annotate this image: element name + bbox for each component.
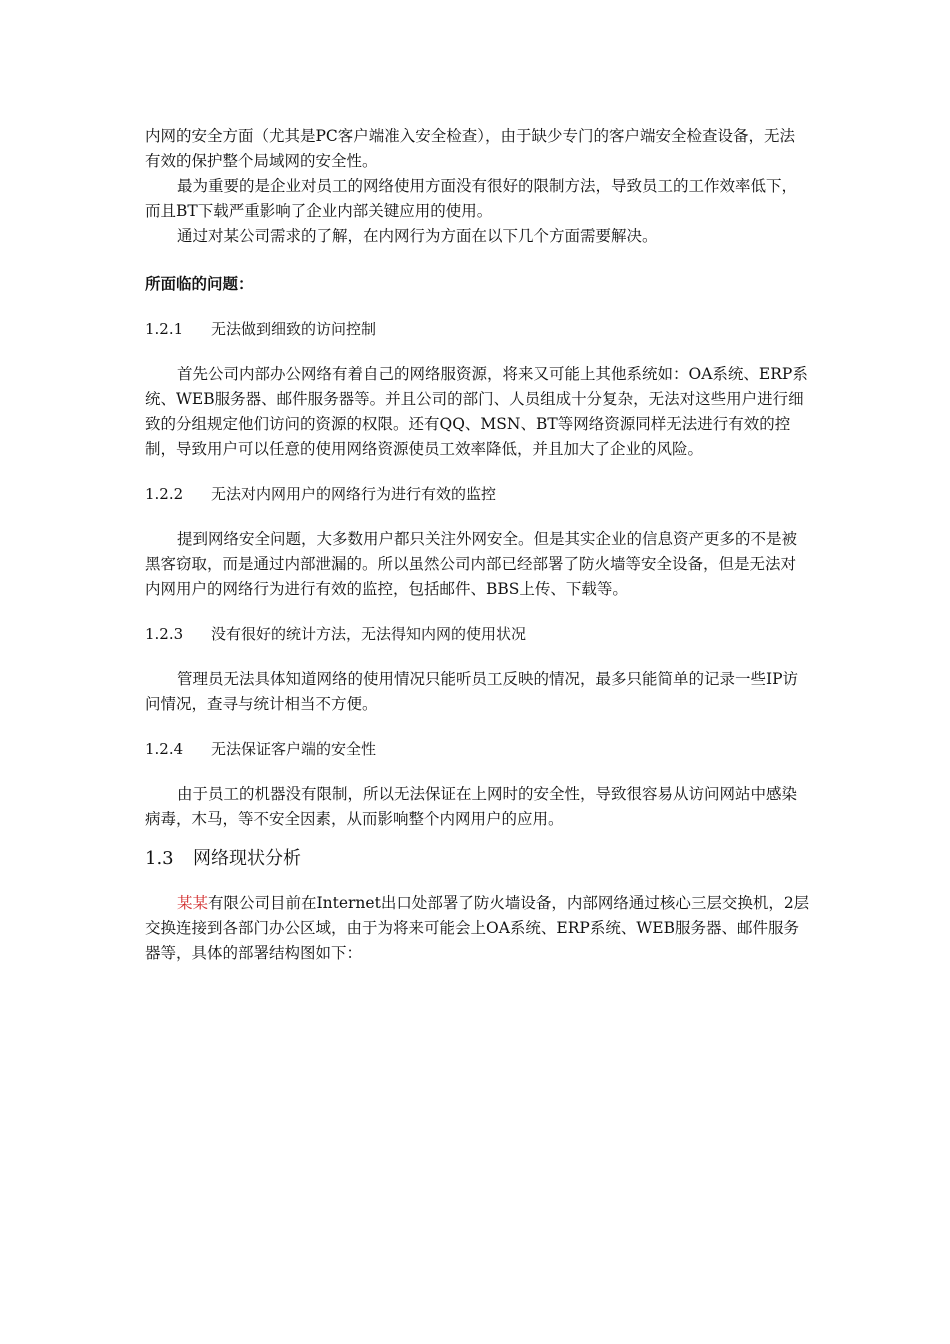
section-number: 1.2.3 (145, 625, 184, 643)
section-body-1-3 (145, 891, 810, 966)
section-number: 1.2.4 (145, 740, 184, 758)
company-name-highlight: 某某 (177, 894, 209, 912)
intro-paragraph-1: 内网的安全方面（尤其是PC客户端准入安全检查），由于缺少专门的客户端安全检查设备，无法有效的保护整个局域网的安全性。 (145, 127, 796, 170)
section-title: 无法做到细致的访问控制 (211, 320, 377, 338)
section-title: 没有很好的统计方法，无法得知内网的使用状况 (211, 625, 527, 643)
section-number: 1.2.2 (145, 485, 184, 503)
section-heading-1-2-3 (145, 622, 810, 647)
section-heading-1-2-2 (145, 482, 810, 507)
section-heading-1-3 (145, 846, 810, 871)
section-title: 网络现状分析 (193, 848, 301, 869)
section-heading-1-2-1 (145, 317, 810, 342)
section-body-1-2-3: 管理员无法具体知道网络的使用情况只能听员工反映的情况，最多只能简单的记录一些IP访问情况，查寻与统计相当不方便。 (145, 670, 799, 713)
section-number: 1.2.1 (145, 320, 184, 338)
section-body-1-2-2: 提到网络安全问题，大多数用户都只关注外网安全。但是其实企业的信息资产更多的不是被黑客窃取，而是通过内部泄漏的。所以虽然公司内部已经部署了防火墙等安全设备，但是无法对内网用户的网络行为进行有效的监控，包括邮件、BBS上传、下载等。 (145, 530, 798, 598)
problems-heading: 所面临的问题： (145, 276, 254, 293)
intro-paragraph-3: 通过对某公司需求的了解，在内网行为方面在以下几个方面需要解决。 (177, 227, 658, 245)
section-body-1-2-4: 由于员工的机器没有限制，所以无法保证在上网时的安全性，导致很容易从访问网站中感染病毒，木马，等不安全因素，从而影响整个内网用户的应用。 (145, 785, 798, 828)
section-number: 1.3 (145, 848, 174, 869)
section-title: 无法保证客户端的安全性 (211, 740, 377, 758)
section-heading-1-2-4 (145, 737, 810, 762)
section-body-1-2-1: 首先公司内部办公网络有着自己的网络服资源，将来又可能上其他系统如：OA系统、ERP系统、WEB服务器、邮件服务器等。并且公司的部门、人员组成十分复杂，无法对这些用户进行细致的分组规定他们访问的资源的权限。还有QQ、MSN、BT等网络资源同样无法进行有效的控制，导致用户可以任意的使用网络资源使员工效率降低，并且加大了企业的风险。 (145, 365, 808, 458)
intro-paragraph-2: 最为重要的是企业对员工的网络使用方面没有很好的限制方法，导致员工的工作效率低下，而且BT下载严重影响了企业内部关键应用的使用。 (145, 177, 798, 220)
section-title: 无法对内网用户的网络行为进行有效的监控 (211, 485, 497, 503)
document-content (145, 124, 810, 966)
section-body-text: 有限公司目前在Internet出口处部署了防火墙设备，内部网络通过核心三层交换机，2层交换连接到各部门办公区域，由于为将来可能会上OA系统、ERP系统、WEB服务器、邮件服务器等，具体的部署结构图如下： (145, 894, 810, 962)
